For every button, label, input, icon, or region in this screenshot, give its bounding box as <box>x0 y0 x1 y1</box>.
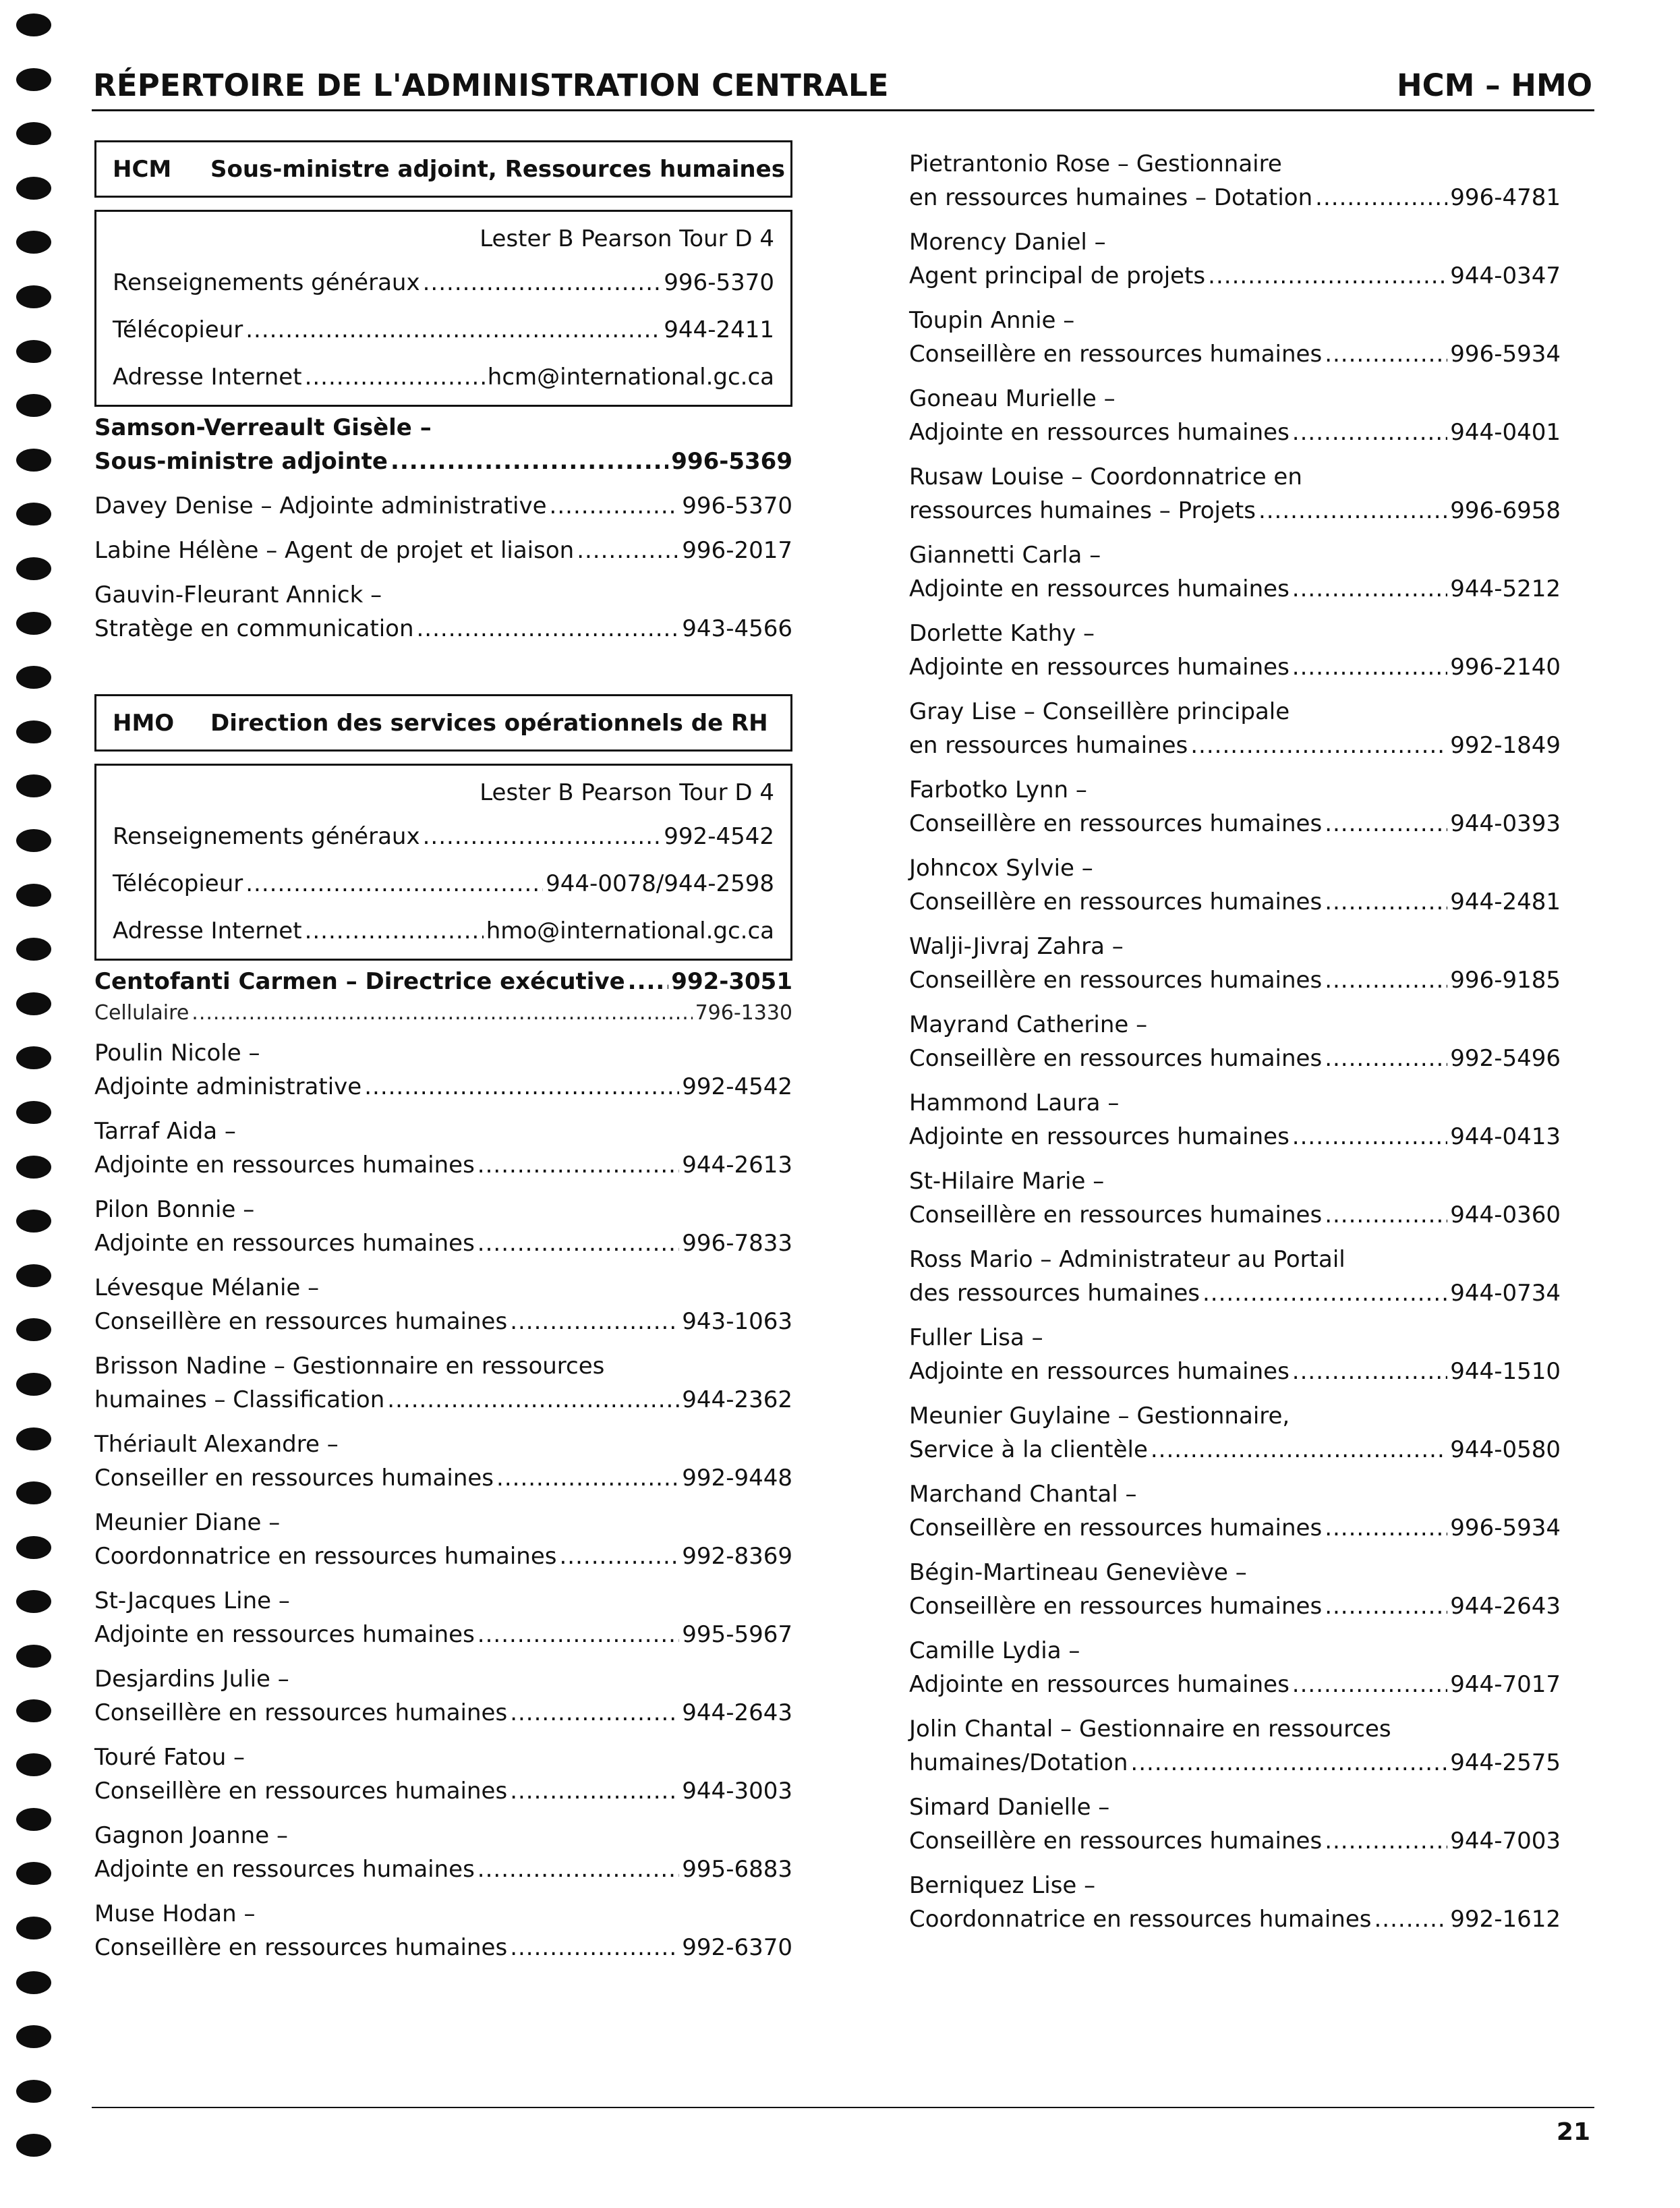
entry-title: Conseillère en ressources humaines <box>909 1515 1323 1541</box>
leader-dots <box>477 1858 680 1881</box>
binder-hole <box>16 1917 51 1940</box>
directory-entry <box>909 460 1561 528</box>
leader-dots <box>1325 1047 1447 1070</box>
directory-entry <box>94 1036 792 1104</box>
binder-hole <box>16 1699 51 1722</box>
entry-name: Walji-Jivraj Zahra – <box>909 933 1124 960</box>
info-value: 996-5370 <box>664 269 774 296</box>
entry-phone: 944-2643 <box>682 1699 792 1726</box>
entry-phone: 996-5934 <box>1450 1515 1561 1541</box>
entry-title: Adjointe en ressources humaines <box>94 1230 475 1257</box>
entry-phone: 996-4781 <box>1450 184 1561 211</box>
section-header-hcm <box>94 140 792 198</box>
entry-name: Muse Hodan – <box>94 1900 256 1927</box>
directory-entry <box>94 1584 792 1651</box>
info-row-fax <box>113 306 774 353</box>
binder-hole <box>16 1645 51 1668</box>
leader-dots <box>423 823 662 850</box>
leader-dots <box>390 450 668 473</box>
entry-phone: 944-0413 <box>1450 1123 1561 1150</box>
entry-title: Coordonnatrice en ressources humaines <box>94 1543 557 1570</box>
entry-title: humaines/Dotation <box>909 1749 1128 1776</box>
directory-entry <box>94 1740 792 1808</box>
directory-entry <box>94 1427 792 1495</box>
entry-title: Conseillère en ressources humaines <box>94 1934 508 1961</box>
binder-hole <box>16 2080 51 2103</box>
info-value: 944-0078/944-2598 <box>546 870 774 897</box>
binder-hole <box>16 1210 51 1233</box>
entry-name: Brisson Nadine – Gestionnaire en ressources <box>94 1353 605 1380</box>
section-title: Direction des services opérationnels de RH <box>210 709 768 737</box>
binder-hole <box>16 285 51 308</box>
entry-name: Hammond Laura – <box>909 1089 1120 1116</box>
info-label: Renseignements généraux <box>113 823 420 850</box>
directory-entry <box>909 147 1561 215</box>
binder-hole <box>16 1481 51 1504</box>
binder-hole <box>16 1264 51 1287</box>
info-value: 992-4542 <box>664 823 774 850</box>
entry-name: Jolin Chantal – Gestionnaire en ressources <box>909 1716 1391 1743</box>
entry-title: Adjointe administrative <box>94 1073 362 1100</box>
entry-title: Adjointe en ressources humaines <box>909 419 1290 446</box>
directory-entry <box>909 1164 1561 1232</box>
section-header-hmo <box>94 694 792 752</box>
entry-title: Stratège en communication <box>94 615 414 642</box>
entry-name: Tarraf Aida – <box>94 1118 236 1145</box>
entry-title: Coordonnatrice en ressources humaines <box>909 1906 1372 1933</box>
leader-dots <box>628 970 669 993</box>
entry-name: Gauvin-Fleurant Annick – <box>94 582 382 608</box>
entry-name: Toupin Annie – <box>909 307 1075 334</box>
entry-name: Camille Lydia – <box>909 1637 1080 1664</box>
leader-dots <box>550 494 680 517</box>
directory-entry <box>909 617 1561 684</box>
entry-name: Gagnon Joanne – <box>94 1822 288 1849</box>
entry-title: Conseillère en ressources humaines <box>94 1699 508 1726</box>
binder-hole <box>16 68 51 91</box>
location-label: Lester B Pearson Tour D 4 <box>480 225 774 252</box>
entry-title: Conseillère en ressources humaines <box>909 888 1323 915</box>
binder-hole <box>16 612 51 635</box>
binder-hole <box>16 1862 51 1885</box>
info-label: Adresse Internet <box>113 917 302 944</box>
leader-dots <box>1292 656 1448 679</box>
entry-title: Agent principal de projets <box>909 262 1206 289</box>
entry-phone: 996-2140 <box>1450 654 1561 681</box>
entry-title: Conseillère en ressources humaines <box>909 810 1323 837</box>
binder-hole <box>16 938 51 961</box>
entry-phone: 992-4542 <box>682 1073 792 1100</box>
entry-phone: 996-6958 <box>1450 497 1561 524</box>
entry-phone: 992-1849 <box>1450 732 1561 759</box>
binder-hole <box>16 1427 51 1450</box>
entry-phone: 944-0734 <box>1450 1280 1561 1307</box>
leader-dots <box>1325 890 1447 913</box>
section-code: HCM <box>113 155 172 183</box>
directory-entry <box>909 304 1561 371</box>
leader-dots <box>245 316 661 343</box>
entry-title: ressources humaines – Projets <box>909 497 1256 524</box>
cell-label: Cellulaire <box>94 1001 190 1025</box>
binder-hole <box>16 1101 51 1124</box>
binder-hole <box>16 1046 51 1069</box>
binder-hole <box>16 1536 51 1559</box>
binder-hole <box>16 394 51 417</box>
directory-entry <box>94 1819 792 1886</box>
entry-phone: 996-5370 <box>682 492 792 519</box>
info-value: 944-2411 <box>664 316 774 343</box>
entry-phone: 992-5496 <box>1450 1045 1561 1072</box>
binder-hole <box>16 13 51 36</box>
page-number: 21 <box>1556 2118 1590 2146</box>
leader-dots <box>1203 1282 1447 1305</box>
directory-entry <box>909 1321 1561 1388</box>
hcm-entry-list <box>94 411 792 646</box>
binder-hole <box>16 884 51 907</box>
entry-name: Lévesque Mélanie – <box>94 1274 320 1301</box>
entry-name: Touré Fatou – <box>94 1744 245 1771</box>
section-title: Sous-ministre adjoint, Ressources humaines <box>210 155 785 183</box>
entry-name: Ross Mario – Administrateur au Portail <box>909 1246 1345 1273</box>
leader-dots <box>510 1310 679 1333</box>
info-row-fax <box>113 860 774 907</box>
section-code: HMO <box>113 709 175 737</box>
entry-name: Mayrand Catherine – <box>909 1011 1148 1038</box>
entry-title: Conseillère en ressources humaines <box>909 1201 1323 1228</box>
entry-name: Bégin-Martineau Geneviève – <box>909 1559 1247 1586</box>
entry-name: Samson-Verreault Gisèle – <box>94 414 432 441</box>
entry-phone: 944-7017 <box>1450 1671 1561 1698</box>
binder-hole <box>16 1753 51 1776</box>
info-box-hmo <box>94 764 792 961</box>
entry-name: Meunier Guylaine – Gestionnaire, <box>909 1403 1290 1429</box>
email-link[interactable]: hmo@international.gc.ca <box>486 917 774 944</box>
leader-dots <box>1130 1751 1447 1774</box>
entry-phone: 995-6883 <box>682 1856 792 1883</box>
left-column <box>94 140 792 1964</box>
directory-entry <box>909 1790 1561 1858</box>
directory-entry <box>909 695 1561 762</box>
info-label: Adresse Internet <box>113 364 302 391</box>
leader-dots <box>1292 577 1448 600</box>
entry-phone: 944-0360 <box>1450 1201 1561 1228</box>
leader-dots <box>1325 1204 1447 1226</box>
entry-phone: 944-3003 <box>682 1778 792 1805</box>
entry-name: St-Jacques Line – <box>94 1587 290 1614</box>
binder-hole <box>16 1318 51 1341</box>
entry-name: Meunier Diane – <box>94 1509 281 1536</box>
binder-hole <box>16 231 51 254</box>
entry-phone: 944-0347 <box>1450 262 1561 289</box>
directory-entry <box>909 851 1561 919</box>
page-range-label: HCM – HMO <box>1397 67 1592 103</box>
entry-phone: 944-2643 <box>1450 1593 1561 1620</box>
entry-title: Adjointe en ressources humaines <box>909 1671 1290 1698</box>
leader-dots <box>417 617 680 640</box>
directory-entry <box>909 773 1561 841</box>
entry-title: Adjointe en ressources humaines <box>94 1621 475 1648</box>
leader-dots <box>1292 1125 1448 1148</box>
entry-phone: 943-4566 <box>682 615 792 642</box>
entry-title: Adjointe en ressources humaines <box>909 1123 1290 1150</box>
directory-entry <box>94 534 792 567</box>
entry-title: Labine Hélène – Agent de projet et liaison <box>94 537 575 564</box>
leader-dots <box>477 1154 680 1177</box>
leader-dots <box>1325 969 1447 992</box>
directory-entry <box>94 1271 792 1338</box>
entry-phone: 992-1612 <box>1450 1906 1561 1933</box>
entry-phone: 996-5369 <box>671 448 792 475</box>
info-row-general <box>113 259 774 306</box>
binder-hole <box>16 177 51 200</box>
info-label: Télécopieur <box>113 316 243 343</box>
binder-hole <box>16 1590 51 1613</box>
entry-title: Conseillère en ressources humaines <box>909 1593 1323 1620</box>
directory-entry <box>909 538 1561 606</box>
directory-entry <box>909 225 1561 293</box>
leader-dots <box>577 539 679 562</box>
hmo-entry-list <box>94 1036 792 1964</box>
info-row-general <box>113 813 774 860</box>
email-link[interactable]: hcm@international.gc.ca <box>487 364 774 391</box>
entry-name: Fuller Lisa – <box>909 1324 1043 1351</box>
leader-dots <box>1325 1830 1447 1852</box>
entry-name: Berniquez Lise – <box>909 1872 1096 1899</box>
binder-hole <box>16 1156 51 1179</box>
entry-name: Rusaw Louise – Coordonnatrice en <box>909 463 1302 490</box>
leader-dots <box>496 1467 679 1490</box>
entry-phone: 992-3051 <box>671 968 792 995</box>
directory-entry <box>909 1008 1561 1075</box>
hmo-entry-list-continued <box>909 147 1561 1936</box>
entry-phone: 992-6370 <box>682 1934 792 1961</box>
directory-entry <box>909 1556 1561 1623</box>
entry-name: Centofanti Carmen – Directrice exécutive <box>94 968 625 995</box>
entry-name: Morency Daniel – <box>909 229 1106 256</box>
entry-phone: 944-2481 <box>1450 888 1561 915</box>
entry-title: Service à la clientèle <box>909 1436 1148 1463</box>
entry-title: en ressources humaines <box>909 732 1188 759</box>
entry-title: Davey Denise – Adjointe administrative <box>94 492 547 519</box>
info-label: Télécopieur <box>113 870 243 897</box>
entry-title: des ressources humaines <box>909 1280 1200 1307</box>
entry-phone: 944-1510 <box>1450 1358 1561 1385</box>
entry-phone: 992-8369 <box>682 1543 792 1570</box>
leader-dots <box>1292 1360 1448 1383</box>
entry-title: en ressources humaines – Dotation <box>909 184 1313 211</box>
binder-hole <box>16 774 51 797</box>
leader-dots <box>364 1075 679 1098</box>
entry-title: Sous-ministre adjointe <box>94 448 388 475</box>
entry-title: Conseillère en ressources humaines <box>94 1308 508 1335</box>
entry-name: Pietrantonio Rose – Gestionnaire <box>909 150 1282 177</box>
leader-dots <box>1258 499 1447 522</box>
binder-hole <box>16 2134 51 2157</box>
right-column <box>909 147 1561 1936</box>
directory-entry <box>909 1634 1561 1701</box>
header-divider <box>92 109 1594 111</box>
leader-dots <box>1292 1673 1448 1696</box>
binder-hole <box>16 666 51 689</box>
entry-phone: 996-2017 <box>682 537 792 564</box>
leader-dots <box>559 1545 679 1568</box>
binder-hole <box>16 449 51 472</box>
entry-phone: 996-5934 <box>1450 341 1561 368</box>
entry-title: Conseillère en ressources humaines <box>909 1828 1323 1855</box>
binder-hole <box>16 340 51 363</box>
directory-entry <box>94 1193 792 1260</box>
entry-title: Adjointe en ressources humaines <box>94 1152 475 1179</box>
binder-hole <box>16 720 51 743</box>
leader-dots <box>1208 264 1447 287</box>
directory-entry <box>94 1662 792 1730</box>
entry-phone: 943-1063 <box>682 1308 792 1335</box>
leader-dots <box>1292 421 1448 444</box>
directory-entry <box>909 382 1561 449</box>
entry-name: Desjardins Julie – <box>94 1666 289 1693</box>
entry-name: Goneau Murielle – <box>909 385 1116 412</box>
entry-title: humaines – Classification <box>94 1386 385 1413</box>
entry-title: Adjointe en ressources humaines <box>909 654 1290 681</box>
directory-entry <box>909 1869 1561 1936</box>
info-row-email <box>113 353 774 401</box>
leader-dots <box>1190 734 1447 757</box>
directory-entry <box>909 1399 1561 1467</box>
cell-phone: 796-1330 <box>695 1001 792 1025</box>
leader-dots <box>1325 812 1447 835</box>
leader-dots <box>1325 1595 1447 1618</box>
leader-dots <box>510 1701 679 1724</box>
cell-line <box>94 998 792 1028</box>
entry-phone: 944-0393 <box>1450 810 1561 837</box>
entry-phone: 996-7833 <box>682 1230 792 1257</box>
directory-entry <box>909 930 1561 997</box>
binder-hole <box>16 2025 51 2048</box>
entry-name: St-Hilaire Marie – <box>909 1168 1105 1195</box>
directory-entry <box>94 1897 792 1964</box>
entry-title: Conseillère en ressources humaines <box>909 341 1323 368</box>
leader-dots <box>245 870 543 897</box>
binder-hole <box>16 1808 51 1831</box>
directory-entry <box>909 1086 1561 1154</box>
binder-hole <box>16 992 51 1015</box>
entry-name: Poulin Nicole – <box>94 1040 260 1067</box>
leader-dots <box>423 269 662 296</box>
entry-phone: 944-5212 <box>1450 575 1561 602</box>
location-label: Lester B Pearson Tour D 4 <box>480 779 774 806</box>
entry-phone: 944-2575 <box>1450 1749 1561 1776</box>
entry-phone: 944-2362 <box>682 1386 792 1413</box>
footer-divider <box>92 2107 1594 2108</box>
page-title: RÉPERTOIRE DE L'ADMINISTRATION CENTRALE <box>93 67 889 103</box>
leader-dots <box>192 1003 692 1023</box>
info-box-hcm <box>94 210 792 407</box>
directory-entry <box>94 1114 792 1182</box>
entry-phone: 944-2613 <box>682 1152 792 1179</box>
binder-hole <box>16 1373 51 1396</box>
entry-phone: 995-5967 <box>682 1621 792 1648</box>
info-row-email <box>113 907 774 955</box>
entry-phone: 944-7003 <box>1450 1828 1561 1855</box>
leader-dots <box>387 1388 679 1411</box>
entry-name: Pilon Bonnie – <box>94 1196 255 1223</box>
entry-name: Giannetti Carla – <box>909 542 1101 569</box>
entry-title: Conseillère en ressources humaines <box>909 967 1323 994</box>
leader-dots <box>1325 1517 1447 1539</box>
info-label: Renseignements généraux <box>113 269 420 296</box>
entry-name: Marchand Chantal – <box>909 1481 1137 1508</box>
entry-title: Adjointe en ressources humaines <box>909 575 1290 602</box>
leader-dots <box>510 1780 679 1803</box>
binder-hole <box>16 829 51 852</box>
leader-dots <box>1315 186 1447 209</box>
directory-entry <box>94 489 792 523</box>
leader-dots <box>305 364 485 391</box>
entry-phone: 944-0401 <box>1450 419 1561 446</box>
entry-title: Adjointe en ressources humaines <box>909 1358 1290 1385</box>
binder-hole <box>16 1971 51 1994</box>
leader-dots <box>477 1232 680 1255</box>
leader-dots <box>1374 1908 1447 1931</box>
leader-dots <box>1325 343 1447 366</box>
directory-entry <box>94 1349 792 1417</box>
entry-title: Conseillère en ressources humaines <box>909 1045 1323 1072</box>
leader-dots <box>510 1936 679 1959</box>
entry-name: Johncox Sylvie – <box>909 855 1093 882</box>
leader-dots <box>477 1623 680 1646</box>
entry-phone: 996-9185 <box>1450 967 1561 994</box>
entry-name: Simard Danielle – <box>909 1794 1110 1821</box>
directory-entry <box>94 1506 792 1573</box>
directory-entry <box>909 1243 1561 1310</box>
binder-hole <box>16 122 51 145</box>
directory-entry <box>94 411 792 478</box>
entry-phone: 992-9448 <box>682 1465 792 1492</box>
binder-hole <box>16 503 51 526</box>
entry-name: Thériault Alexandre – <box>94 1431 339 1458</box>
leader-dots <box>1151 1438 1447 1461</box>
entry-phone: 944-0580 <box>1450 1436 1561 1463</box>
entry-title: Adjointe en ressources humaines <box>94 1856 475 1883</box>
binder-holes <box>16 13 57 2192</box>
directory-entry <box>909 1712 1561 1780</box>
binder-hole <box>16 557 51 580</box>
entry-title: Conseiller en ressources humaines <box>94 1465 494 1492</box>
lead-entry <box>94 965 792 998</box>
entry-name: Dorlette Kathy – <box>909 620 1095 647</box>
leader-dots <box>305 917 484 944</box>
entry-title: Conseillère en ressources humaines <box>94 1778 508 1805</box>
directory-entry <box>94 578 792 646</box>
entry-name: Gray Lise – Conseillère principale <box>909 698 1290 725</box>
entry-name: Farbotko Lynn – <box>909 776 1087 803</box>
directory-entry <box>909 1477 1561 1545</box>
